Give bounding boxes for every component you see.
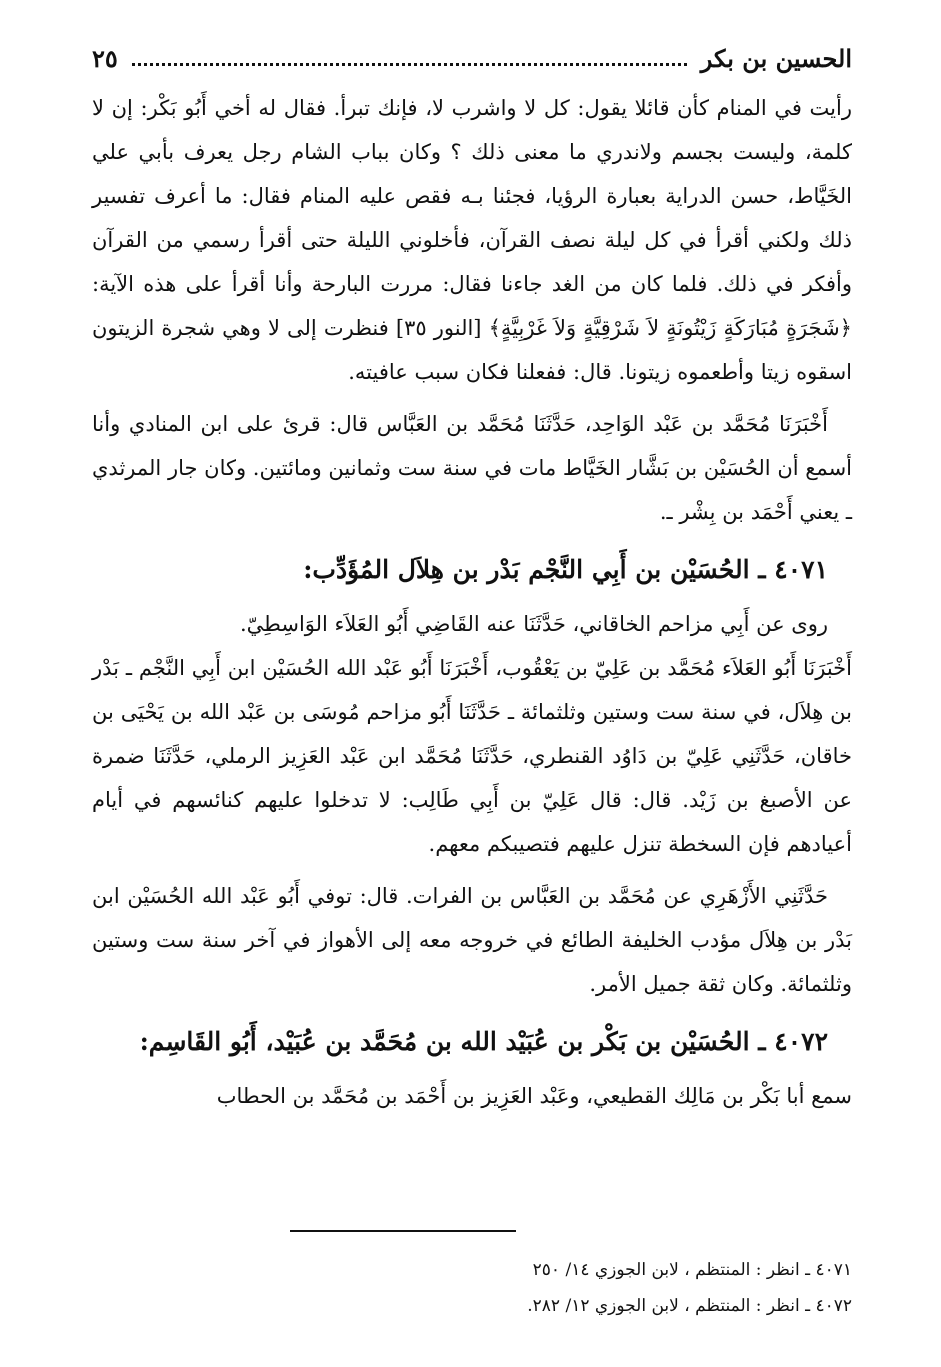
paragraph-gap	[92, 866, 852, 874]
paragraph-dream-story: رأيت في المنام كأن قائلا يقول: كل لا واشرب لا، فإنك تبرأ. فقال له أخي أَبُو بَكْر: إن لا كلمة، وليست بجسم ولاندري ما معنى ذلك ؟ وكان بباب الشام رجل يعرف بأبي علي الخَيَّاط، حسن الدراية بعبارة الرؤيا، فجئنا بـه فقص عليه المنام فقال: ما أعرف تفسير ذلك ولكني أقرأ في كل ليلة نصف القرآن، فأخلوني الليلة حتى أقرأ رسمي من القرآن وأفكر في ذلك. فلما كان من الغد جاءنا فقال: مررت البارحة وأنا أقرأ على هذه الآية: ﴿شَجَرَةٍ مُبَارَكَةٍ زَيْتُونَةٍ لاَ شَرْقِيَّةٍ وَلاَ غَرْبِيَّةٍ﴾ [النور ٣٥] فنظرت إلى لا وهي شجرة الزيتون اسقوه زيتا وأطعموه زيتونا. قال: ففعلنا فكان سبب عافيته.	[92, 96, 852, 384]
paragraph-teachers: سمع أبا بَكْر بن مَالِك القطيعي، وعَبْد العَزِيز بن أَحْمَد بن مُحَمَّد بن الحطاب	[216, 1084, 852, 1108]
footnote-4071: ٤٠٧١ ـ انظر : المنتظم ، لابن الجوزي ١٤/ ٢٥٠	[532, 1260, 852, 1280]
running-head-title: الحسين بن بكر	[700, 43, 852, 73]
entry-heading-4072: ٤٠٧٢ ـ الحُسَيْن بن بَكْر بن عُبَيْد الله بن مُحَمَّد بن عُبَيْد، أَبُو القَاسِم:	[139, 1027, 828, 1056]
footnotes	[92, 1252, 852, 1324]
entry-heading-4071: ٤٠٧١ ـ الحُسَيْن بن أَبِي النَّجْم بَدْر بن هِلاَل المُؤَدِّب:	[303, 555, 828, 584]
main-text	[92, 86, 852, 1118]
running-head	[92, 30, 852, 86]
book-page	[92, 30, 852, 1118]
paragraph-narrators: روى عن أَبِي مزاحم الخاقاني، حَدَّثَنَا عنه القَاضِي أَبُو العَلاَء الوَاسِطِيّ.	[239, 612, 828, 636]
page-number: ٢٥	[92, 43, 118, 73]
paragraph-gap	[92, 394, 852, 402]
paragraph-isnad: أَخْبَرَنَا أَبُو العَلاَء مُحَمَّد بن عَلِيّ بن يَعْقُوب، أَخْبَرَنَا أَبُو عَبْد الله الحُسَيْن ابن أَبِي النَّجْم ـ بَدْر بن هِلاَل، في سنة ست وستين وثلثمائة ـ حَدَّثَنَا أَبُو مزاحم مُوسَى بن عَبْد الله بن يَحْيَى بن خاقان، حَدَّثَنِي عَلِيّ بن دَاوُد القنطري، حَدَّثَنَا مُحَمَّد ابن عَبْد العَزِيز الرملي، حَدَّثَنَا ضمرة عن الأصبغ بن زَيْد. قال: قال عَلِيّ بن أَبِي طَالِب: لا تدخلوا عليهم كنائسهم في أيام أعيادهم فإن السخطة تنزل عليهم فتصيبكم معهم.	[92, 656, 852, 856]
footnote-4072: ٤٠٧٢ ـ انظر : المنتظم ، لابن الجوزي ١٢/ ٢٨٢.	[527, 1296, 852, 1316]
paragraph-death-report: أَخْبَرَنَا مُحَمَّد بن عَبْد الوَاحِد، حَدَّثَنَا مُحَمَّد بن العَبَّاس قال: قرئ على ابن المنادي وأنا أسمع أن الحُسَيْن بن بَشَّار الخَيَّاط مات في سنة ست وثمانين ومائتين. وكان جار المرثدي ـ يعني أَحْمَد بن بِشْر ـ.	[92, 412, 852, 524]
paragraph-death-date: حَدَّثَنِي الأَزْهَرِي عن مُحَمَّد بن العَبَّاس بن الفرات. قال: توفي أَبُو عَبْد الله الحُسَيْن ابن بَدْر بن هِلاَل مؤدب الخليفة الطائع في خروجه معه إلى الأهواز في آخر سنة ست وستين وثلثمائة. وكان ثقة جميل الأمر.	[92, 884, 852, 996]
footnote-separator	[290, 1230, 516, 1232]
leader-dots	[132, 63, 687, 66]
